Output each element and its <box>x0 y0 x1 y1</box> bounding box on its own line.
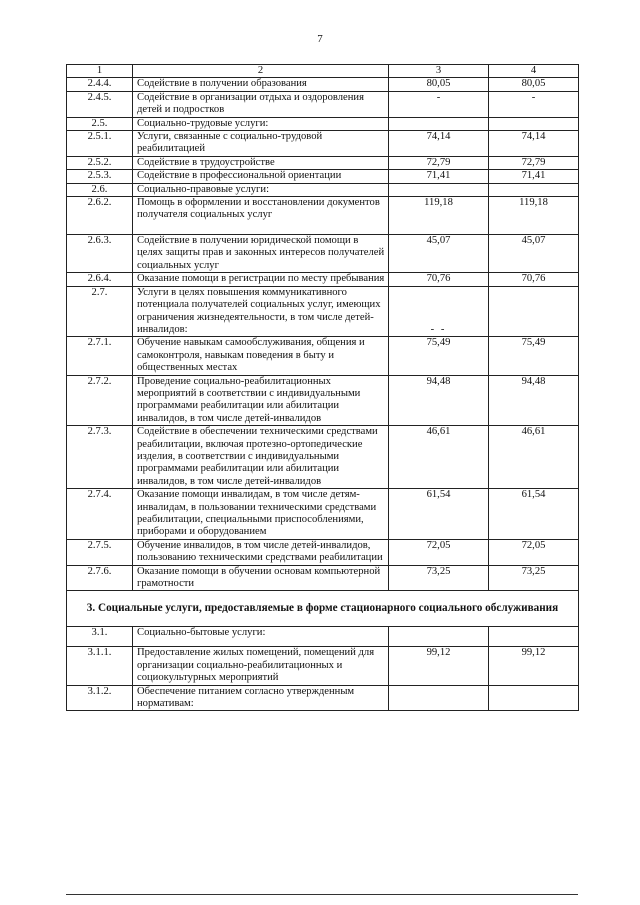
page-number: 7 <box>317 33 323 45</box>
value-col-3: 74,14 <box>389 131 489 157</box>
service-name: Помощь в оформлении и восстановлении документов получателя социальных услуг <box>133 197 389 235</box>
page-footer-rule <box>66 894 578 895</box>
service-name: Содействие в организации отдыха и оздоровления детей и подростков <box>133 91 389 117</box>
value-col-4: 94,48 <box>489 375 579 426</box>
value-col-3: 119,18 <box>389 197 489 235</box>
value-col-3: 73,25 <box>389 565 489 591</box>
service-name: Содействие в получении образования <box>133 78 389 91</box>
service-name: Услуги, связанные с социально-трудовой реабилитацией <box>133 131 389 157</box>
header-col-3: 3 <box>389 65 489 78</box>
value-col-4: 99,12 <box>489 647 579 685</box>
row-number: 2.5.3. <box>67 170 133 183</box>
value-col-4: 72,79 <box>489 156 579 169</box>
row-number: 3.1.1. <box>67 647 133 685</box>
value-col-4 <box>489 183 579 196</box>
table-row <box>67 286 579 337</box>
header-col-1: 1 <box>67 65 133 78</box>
value-col-4 <box>489 117 579 130</box>
section-heading-row <box>67 591 579 627</box>
row-number: 3.1.2. <box>67 685 133 711</box>
service-name: Оказание помощи в обучении основам компьютерной грамотности <box>133 565 389 591</box>
value-col-4: 73,25 <box>489 565 579 591</box>
row-number: 3.1. <box>67 627 133 647</box>
service-name: Содействие в получении юридической помощи в целях защиты прав и законных интересов получателей социальных услуг <box>133 235 389 273</box>
value-col-4 <box>489 685 579 711</box>
row-number: 2.5.2. <box>67 156 133 169</box>
value-col-3: 72,79 <box>389 156 489 169</box>
value-col-4: 74,14 <box>489 131 579 157</box>
row-number: 2.4.5. <box>67 91 133 117</box>
value-col-3: 80,05 <box>389 78 489 91</box>
value-col-4: 75,49 <box>489 337 579 375</box>
table-row <box>67 273 579 286</box>
value-col-4: 119,18 <box>489 197 579 235</box>
service-name: Содействие в трудоустройстве <box>133 156 389 169</box>
row-number: 2.4.4. <box>67 78 133 91</box>
service-name: Обеспечение питанием согласно утвержденным нормативам: <box>133 685 389 711</box>
service-name: Содействие в профессиональной ориентации <box>133 170 389 183</box>
service-name: Социально-трудовые услуги: <box>133 117 389 130</box>
table-row <box>67 117 579 130</box>
row-number: 2.6. <box>67 183 133 196</box>
service-name: Оказание помощи инвалидам, в том числе детям-инвалидам, в пользовании техническими средствами реабилитации, специальными приспособлениями, приборами и оборудованием <box>133 489 389 540</box>
table-row <box>67 170 579 183</box>
value-col-4 <box>489 286 579 337</box>
row-number: 2.5.1. <box>67 131 133 157</box>
table-row <box>67 627 579 647</box>
row-number: 2.7.4. <box>67 489 133 540</box>
service-name: Социально-бытовые услуги: <box>133 627 389 647</box>
value-col-3: 70,76 <box>389 273 489 286</box>
value-col-3: 99,12 <box>389 647 489 685</box>
row-number: 2.7.3. <box>67 426 133 489</box>
value-col-3: - - <box>389 286 489 337</box>
service-name: Оказание помощи в регистрации по месту пребывания <box>133 273 389 286</box>
value-col-3: 75,49 <box>389 337 489 375</box>
row-number: 2.6.2. <box>67 197 133 235</box>
value-col-4: 70,76 <box>489 273 579 286</box>
table-row <box>67 131 579 157</box>
value-col-3: 71,41 <box>389 170 489 183</box>
row-number: 2.5. <box>67 117 133 130</box>
row-number: 2.7.6. <box>67 565 133 591</box>
service-name: Услуги в целях повышения коммуникативного потенциала получателей социальных услуг, имеющих ограничения жизнедеятельности, в том числе детей-инвалидов: <box>133 286 389 337</box>
value-col-4: 45,07 <box>489 235 579 273</box>
row-number: 2.6.4. <box>67 273 133 286</box>
table-row <box>67 337 579 375</box>
value-col-3 <box>389 685 489 711</box>
value-col-4: 61,54 <box>489 489 579 540</box>
value-col-4: 72,05 <box>489 539 579 565</box>
table-header-row <box>67 65 579 78</box>
service-name: Социально-правовые услуги: <box>133 183 389 196</box>
value-col-3 <box>389 117 489 130</box>
table-row <box>67 426 579 489</box>
table-row <box>67 375 579 426</box>
row-number: 2.7.5. <box>67 539 133 565</box>
value-col-3: 61,54 <box>389 489 489 540</box>
table-row <box>67 489 579 540</box>
section-heading: 3. Социальные услуги, предоставляемые в форме стационарного социального обслуживания <box>67 591 579 627</box>
table-row <box>67 91 579 117</box>
header-col-2: 2 <box>133 65 389 78</box>
value-col-4: - <box>489 91 579 117</box>
row-number: 2.6.3. <box>67 235 133 273</box>
service-name: Обучение навыкам самообслуживания, общения и самоконтроля, навыкам поведения в быту и общественных местах <box>133 337 389 375</box>
value-col-4: 71,41 <box>489 170 579 183</box>
value-col-3 <box>389 627 489 647</box>
value-col-3: 94,48 <box>389 375 489 426</box>
header-col-4: 4 <box>489 65 579 78</box>
table-row <box>67 565 579 591</box>
service-name: Обучение инвалидов, в том числе детей-инвалидов, пользованию техническими средствами реабилитации <box>133 539 389 565</box>
table-row <box>67 539 579 565</box>
value-col-3: 45,07 <box>389 235 489 273</box>
value-col-3: 72,05 <box>389 539 489 565</box>
table-row <box>67 235 579 273</box>
row-number: 2.7.1. <box>67 337 133 375</box>
table-row <box>67 197 579 235</box>
service-name: Проведение социально-реабилитационных мероприятий в соответствии с индивидуальными программами реабилитации или абилитации инвалидов, в том числе детей-инвалидов <box>133 375 389 426</box>
tariff-table <box>66 64 579 711</box>
table-row <box>67 183 579 196</box>
value-col-3: - <box>389 91 489 117</box>
row-number: 2.7. <box>67 286 133 337</box>
value-col-4 <box>489 627 579 647</box>
table-row <box>67 685 579 711</box>
row-number: 2.7.2. <box>67 375 133 426</box>
table-row <box>67 156 579 169</box>
table-row <box>67 78 579 91</box>
value-col-4: 46,61 <box>489 426 579 489</box>
value-col-4: 80,05 <box>489 78 579 91</box>
value-col-3: 46,61 <box>389 426 489 489</box>
value-col-3 <box>389 183 489 196</box>
table-row <box>67 647 579 685</box>
service-name: Предоставление жилых помещений, помещений для организации социально-реабилитационных и социокультурных мероприятий <box>133 647 389 685</box>
service-name: Содействие в обеспечении техническими средствами реабилитации, включая протезно-ортопедические изделия, в соответствии с индивидуальными программами реабилитации или абилитации инвалидов, в том числе детей-инвалидов <box>133 426 389 489</box>
